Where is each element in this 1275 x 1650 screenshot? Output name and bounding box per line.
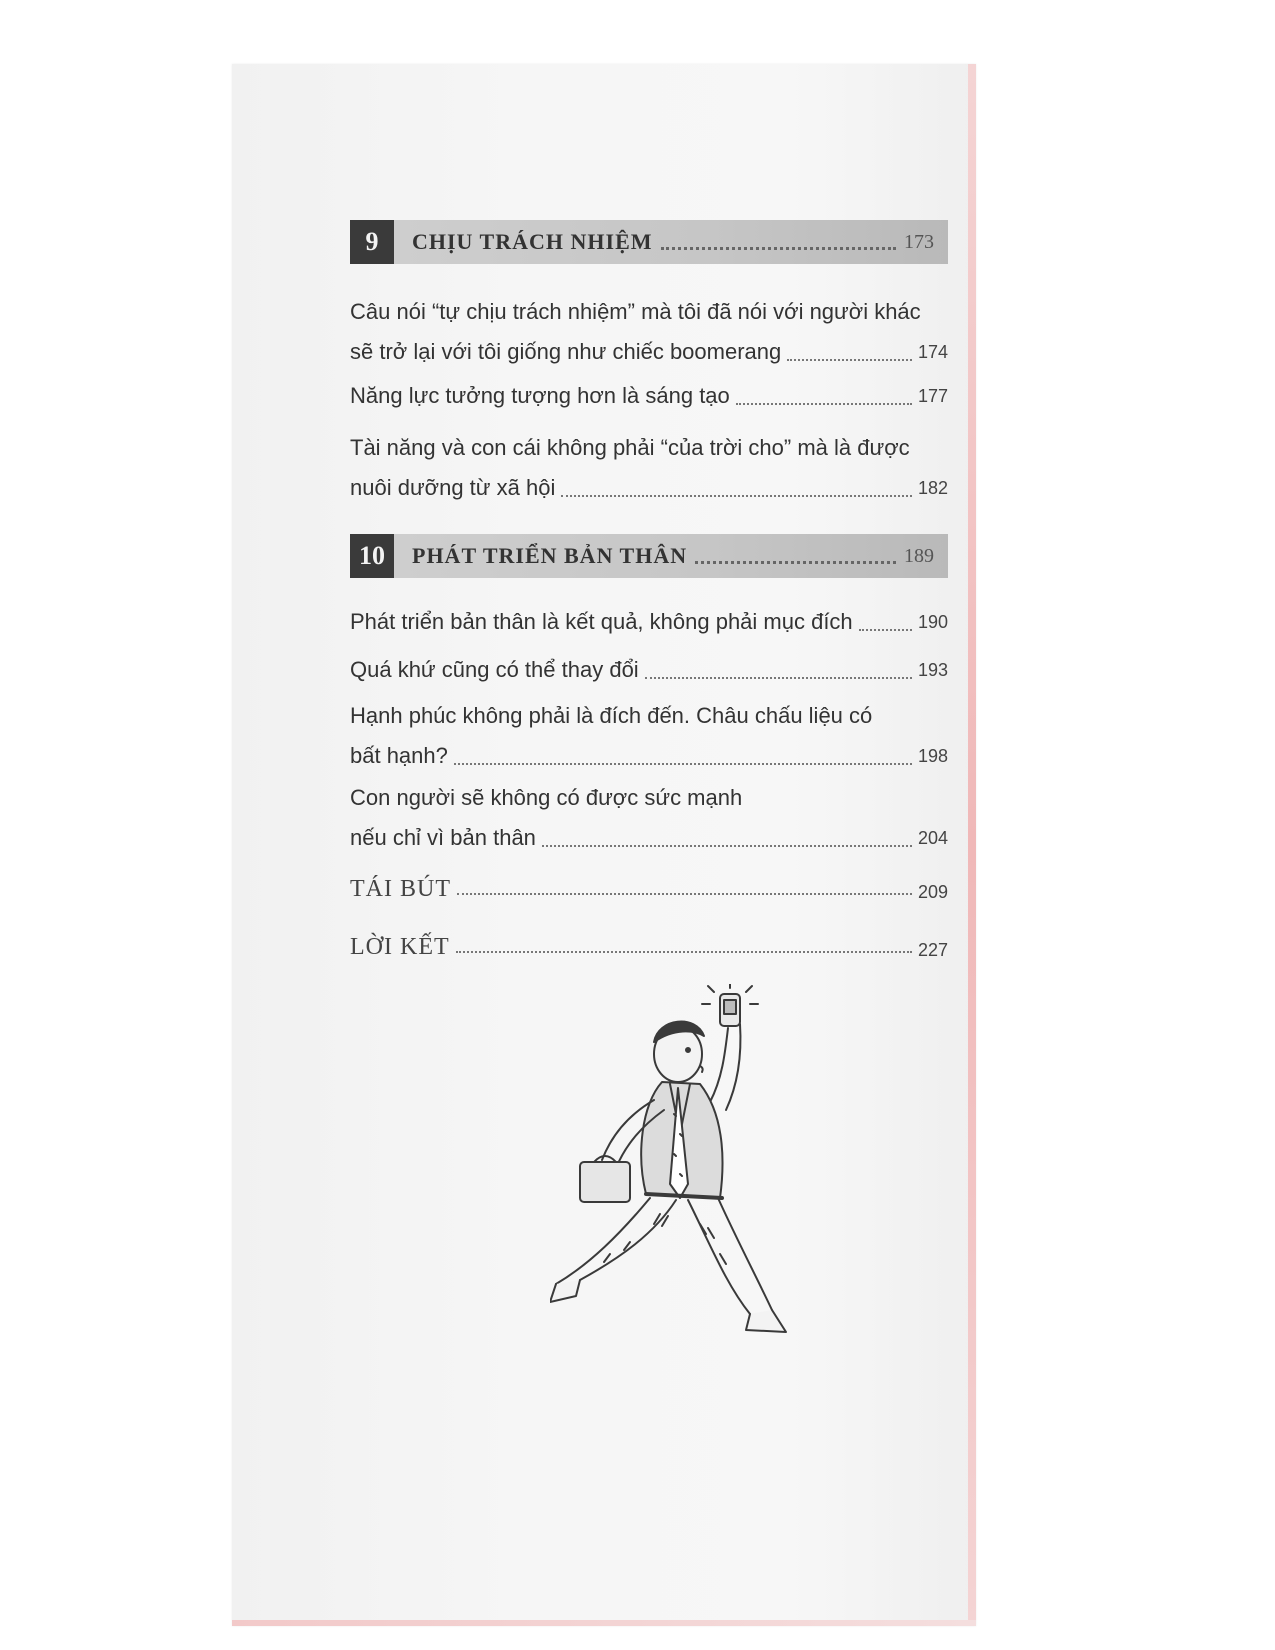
toc-entry[interactable] <box>350 778 948 858</box>
entry-page-number: 204 <box>917 828 948 848</box>
entry-page-number: 198 <box>917 746 948 766</box>
toc-entry-postscript[interactable] <box>350 876 948 903</box>
chapter-heading-10[interactable] <box>350 534 948 578</box>
entry-line <box>350 428 948 468</box>
dot-leader <box>645 677 912 679</box>
dot-leader <box>859 629 912 631</box>
chapter-title: PHÁT TRIỂN BẢN THÂN <box>412 543 688 568</box>
dot-leader <box>542 845 912 847</box>
page-edge <box>968 64 976 1626</box>
dot-leader <box>457 893 912 895</box>
entry-line <box>350 696 948 736</box>
entry-page-number: 193 <box>917 660 948 680</box>
chapter-number: 9 <box>350 220 394 264</box>
toc-entry[interactable] <box>350 292 948 372</box>
chapter-page-number: 173 <box>904 230 934 253</box>
toc-entry[interactable] <box>350 696 948 776</box>
toc-entry[interactable] <box>350 376 948 416</box>
chapter-number: 10 <box>350 534 394 578</box>
entry-text: Hạnh phúc không phải là đích đến. Châu chấu liệu có <box>350 703 873 728</box>
dot-leader <box>661 247 896 250</box>
entry-line <box>350 468 948 508</box>
running-man-with-phone-illustration <box>550 984 800 1344</box>
dot-leader <box>454 763 912 765</box>
entry-text: Quá khứ cũng có thể thay đổi <box>350 657 639 682</box>
chapter-title: CHỊU TRÁCH NHIỆM <box>412 229 653 254</box>
dot-leader <box>695 561 896 564</box>
chapter-page-number: 189 <box>904 544 934 567</box>
entry-text: Năng lực tưởng tượng hơn là sáng tạo <box>350 383 730 408</box>
entry-text: LỜI KẾT <box>350 934 450 960</box>
entry-text: Con người sẽ không có được sức mạnh <box>350 785 743 810</box>
dot-leader <box>456 951 912 953</box>
entry-text: Phát triển bản thân là kết quả, không phải mục đích <box>350 609 853 634</box>
entry-line <box>350 332 948 372</box>
entry-text: bất hạnh? <box>350 743 448 768</box>
entry-line <box>350 778 948 818</box>
entry-text: sẽ trở lại với tôi giống như chiếc boomerang <box>350 339 782 364</box>
entry-page-number: 190 <box>917 612 948 632</box>
entry-line <box>350 292 948 332</box>
entry-line <box>350 650 948 690</box>
entry-text: Câu nói “tự chịu trách nhiệm” mà tôi đã nói với người khác <box>350 299 921 324</box>
book-page <box>232 64 976 1626</box>
entry-page-number: 174 <box>917 342 948 362</box>
chapter-heading-9[interactable] <box>350 220 948 264</box>
dot-leader <box>736 403 912 405</box>
page-edge-bottom <box>232 1620 976 1626</box>
dot-leader <box>787 359 912 361</box>
entry-text: nuôi dưỡng từ xã hội <box>350 475 556 500</box>
toc-entry[interactable] <box>350 428 948 508</box>
entry-line <box>350 602 948 642</box>
entry-text: Tài năng và con cái không phải “của trời cho” mà là được <box>350 435 910 460</box>
entry-text: nếu chỉ vì bản thân <box>350 825 536 850</box>
toc-entry[interactable] <box>350 650 948 690</box>
entry-line <box>350 736 948 776</box>
entry-page-number: 182 <box>917 478 948 498</box>
dot-leader <box>561 495 912 497</box>
toc-entry-epilogue[interactable] <box>350 934 948 961</box>
toc-entry[interactable] <box>350 602 948 642</box>
entry-page-number: 227 <box>917 940 948 960</box>
entry-text: TÁI BÚT <box>350 876 451 902</box>
entry-page-number: 209 <box>917 882 948 902</box>
entry-line <box>350 818 948 858</box>
entry-page-number: 177 <box>917 386 948 406</box>
entry-line <box>350 376 948 416</box>
